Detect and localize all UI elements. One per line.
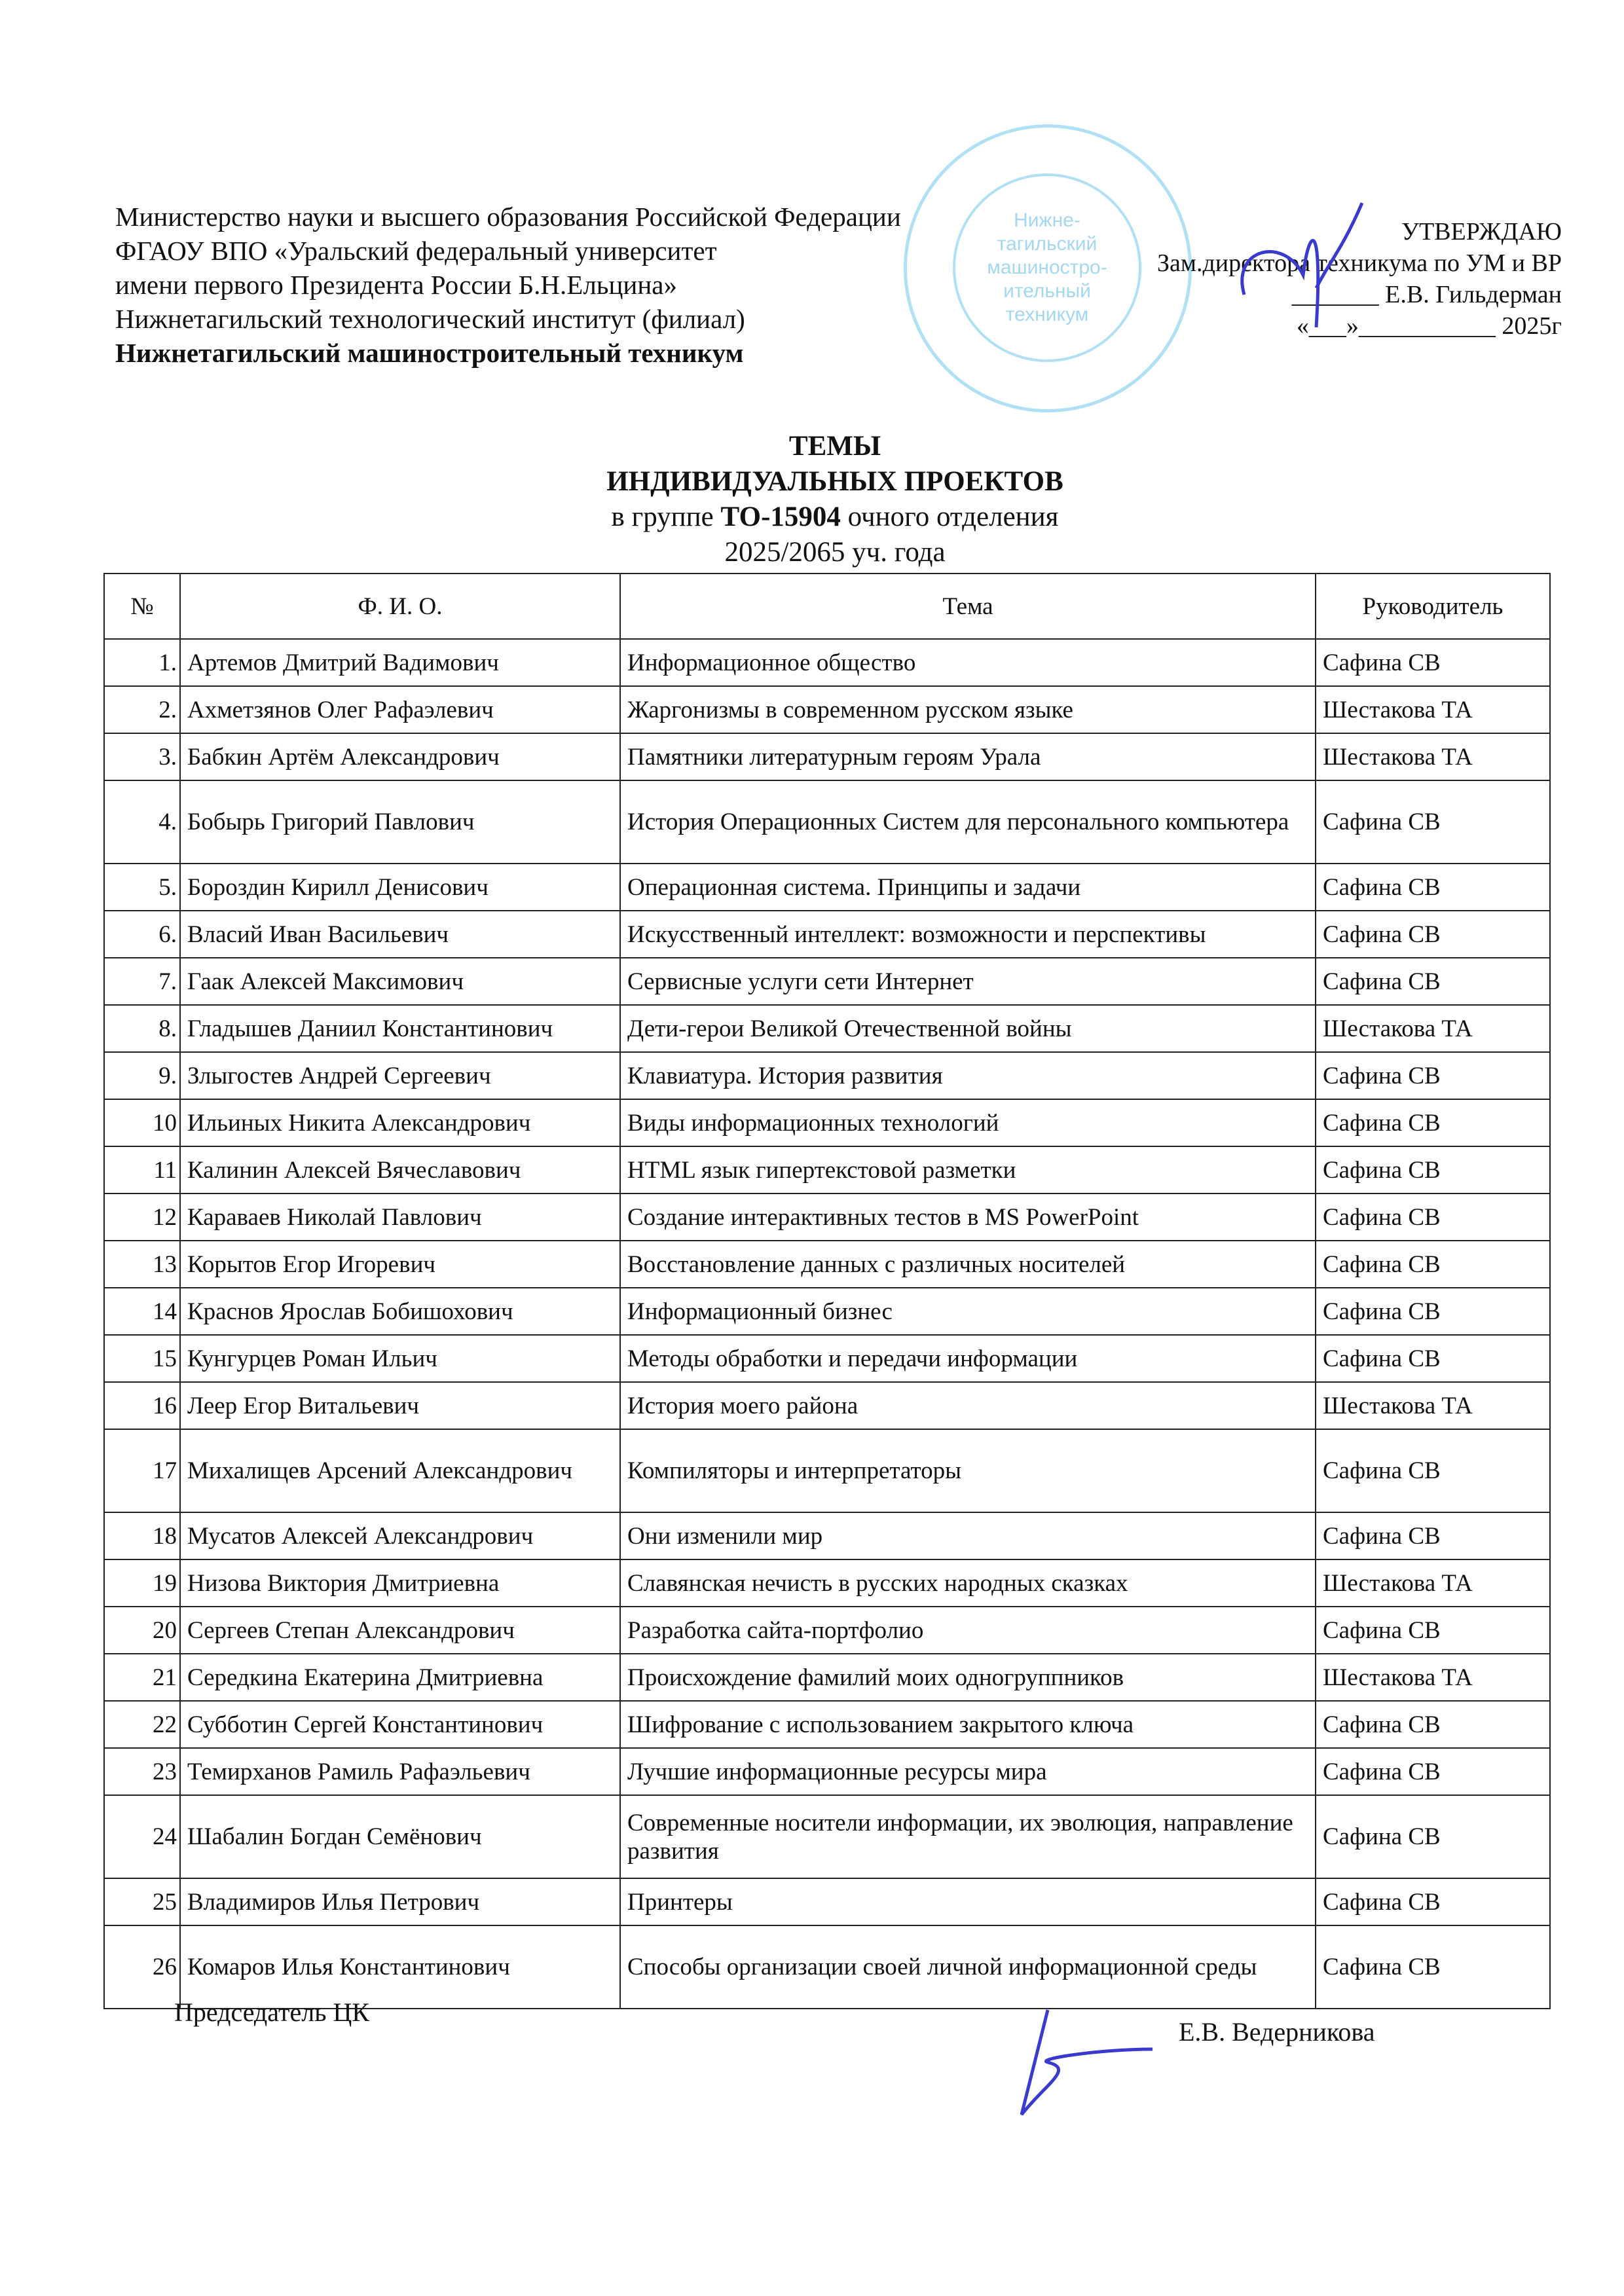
supervisor-name: Шестакова ТА [1316,1654,1550,1701]
col-fio: Ф. И. О. [180,574,620,639]
student-name: Бобырь Григорий Павлович [180,780,620,864]
table-row [104,1382,1550,1429]
student-name: Краснов Ярослав Бобишохович [180,1288,620,1335]
supervisor-name: Сафина СВ [1316,864,1550,911]
student-name: Ильиных Никита Александрович [180,1099,620,1146]
supervisor-name: Сафина СВ [1316,1194,1550,1241]
table-header-row [104,574,1550,639]
group-suffix: очного отделения [840,501,1059,532]
supervisor-name: Сафина СВ [1316,1512,1550,1559]
row-number: 1. [104,639,180,686]
project-topic: Клавиатура. История развития [620,1052,1316,1099]
table-row [104,1052,1550,1099]
student-name: Артемов Дмитрий Вадимович [180,639,620,686]
project-topic: Славянская нечисть в русских народных сказках [620,1559,1316,1607]
project-topic: Информационное общество [620,639,1316,686]
approve-date: «___»___________ 2025г [1296,312,1562,340]
table-row [104,1005,1550,1052]
supervisor-name: Сафина СВ [1316,1099,1550,1146]
supervisor-name: Сафина СВ [1316,1795,1550,1878]
supervisor-name: Шестакова ТА [1316,1382,1550,1429]
table-row [104,911,1550,958]
table-row [104,1194,1550,1241]
project-topic: Информационный бизнес [620,1288,1316,1335]
row-number: 25 [104,1878,180,1925]
row-number: 3. [104,733,180,780]
supervisor-name: Сафина СВ [1316,1925,1550,2009]
supervisor-name: Сафина СВ [1316,958,1550,1005]
stamp-text: Нижне- тагильский машиностро- ительный техникум [987,210,1107,325]
project-topic: Жаргонизмы в современном русском языке [620,686,1316,733]
approve-label: УТВЕРЖДАЮ [1401,218,1562,246]
row-number: 4. [104,780,180,864]
project-topic: Принтеры [620,1878,1316,1925]
supervisor-name: Сафина СВ [1316,1052,1550,1099]
table-row [104,1607,1550,1654]
supervisor-name: Шестакова ТА [1316,1559,1550,1607]
student-name: Бабкин Артём Александрович [180,733,620,780]
projects-table [103,573,1551,2009]
project-topic: Современные носители информации, их эволюция, направление развития [620,1795,1316,1878]
row-number: 20 [104,1607,180,1654]
row-number: 2. [104,686,180,733]
row-number: 14 [104,1288,180,1335]
organization-header [115,200,901,370]
group-prefix: в группе [611,501,721,532]
student-name: Калинин Алексей Вячеславович [180,1146,620,1194]
student-name: Ахметзянов Олег Рафаэлевич [180,686,620,733]
row-number: 6. [104,911,180,958]
project-topic: Сервисные услуги сети Интернет [620,958,1316,1005]
supervisor-name: Шестакова ТА [1316,733,1550,780]
student-name: Михалищев Арсений Александрович [180,1429,620,1512]
row-number: 9. [104,1052,180,1099]
table-row [104,1288,1550,1335]
supervisor-name: Сафина СВ [1316,1241,1550,1288]
row-number: 17 [104,1429,180,1512]
project-topic: Способы организации своей личной информационной среды [620,1925,1316,2009]
table-row [104,733,1550,780]
supervisor-name: Сафина СВ [1316,1288,1550,1335]
student-name: Гладышев Даниил Константинович [180,1005,620,1052]
chair-label: Председатель ЦК [174,1997,370,2027]
row-number: 23 [104,1748,180,1795]
supervisor-name: Сафина СВ [1316,1429,1550,1512]
supervisor-name: Сафина СВ [1316,911,1550,958]
project-topic: Восстановление данных с различных носителей [620,1241,1316,1288]
title-line-1: ТЕМЫ [788,431,881,462]
table-row [104,1429,1550,1512]
org-line: ФГАОУ ВПО «Уральский федеральный университет [115,236,717,266]
project-topic: Разработка сайта-портфолио [620,1607,1316,1654]
table-row [104,1701,1550,1748]
col-supervisor: Руководитель [1316,574,1550,639]
project-topic: Виды информационных технологий [620,1099,1316,1146]
org-name-bold: Нижнетагильский машиностроительный техникум [115,338,744,368]
table-row [104,1925,1550,2009]
row-number: 7. [104,958,180,1005]
table-row [104,1559,1550,1607]
row-number: 18 [104,1512,180,1559]
student-name: Власий Иван Васильевич [180,911,620,958]
row-number: 15 [104,1335,180,1382]
student-name: Низова Виктория Дмитриевна [180,1559,620,1607]
chair-signature [1008,2003,1166,2121]
row-number: 16 [104,1382,180,1429]
table-row [104,1878,1550,1925]
project-topic: Операционная система. Принципы и задачи [620,864,1316,911]
supervisor-name: Сафина СВ [1316,1748,1550,1795]
supervisor-name: Сафина СВ [1316,1878,1550,1925]
table-row [104,864,1550,911]
chair-name: Е.В. Ведерникова [1179,2017,1375,2047]
project-topic: История Операционных Систем для персонального компьютера [620,780,1316,864]
org-line: Нижнетагильский технологический институт (филиал) [115,304,745,334]
table-row [104,1512,1550,1559]
supervisor-name: Сафина СВ [1316,639,1550,686]
student-name: Владимиров Илья Петрович [180,1878,620,1925]
approver-name: _______ Е.В. Гильдерман [1291,281,1562,308]
table-row [104,780,1550,864]
academic-year: 2025/2065 уч. года [724,537,946,568]
student-name: Темирханов Рамиль Рафаэльевич [180,1748,620,1795]
table-row [104,1335,1550,1382]
table-row [104,1795,1550,1878]
org-line: имени первого Президента России Б.Н.Ельцина» [115,270,677,300]
table-row [104,1099,1550,1146]
row-number: 11 [104,1146,180,1194]
project-topic: Методы обработки и передачи информации [620,1335,1316,1382]
org-line: Министерство науки и высшего образования Российской Федерации [115,202,901,232]
student-name: Гаак Алексей Максимович [180,958,620,1005]
row-number: 26 [104,1925,180,2009]
supervisor-name: Сафина СВ [1316,1607,1550,1654]
table-row [104,686,1550,733]
project-topic: Происхождение фамилий моих одногруппников [620,1654,1316,1701]
project-topic: Компиляторы и интерпретаторы [620,1429,1316,1512]
project-topic: Памятники литературным героям Урала [620,733,1316,780]
supervisor-name: Сафина СВ [1316,1146,1550,1194]
row-number: 24 [104,1795,180,1878]
project-topic: Создание интерактивных тестов в MS PowerPoint [620,1194,1316,1241]
project-topic: Они изменили мир [620,1512,1316,1559]
table-row [104,1241,1550,1288]
supervisor-name: Шестакова ТА [1316,1005,1550,1052]
student-name: Середкина Екатерина Дмитриевна [180,1654,620,1701]
approver-position: Зам.директора техникума по УМ и ВР [1157,249,1562,277]
student-name: Корытов Егор Игоревич [180,1241,620,1288]
row-number: 5. [104,864,180,911]
row-number: 22 [104,1701,180,1748]
row-number: 10 [104,1099,180,1146]
row-number: 12 [104,1194,180,1241]
project-topic: Дети-герои Великой Отечественной войны [620,1005,1316,1052]
row-number: 13 [104,1241,180,1288]
student-name: Злыгостев Андрей Сергеевич [180,1052,620,1099]
project-topic: История моего района [620,1382,1316,1429]
group-code: ТО-15904 [720,501,841,532]
student-name: Караваев Николай Павлович [180,1194,620,1241]
project-topic: Шифрование с использованием закрытого ключа [620,1701,1316,1748]
table-row [104,1654,1550,1701]
group-line [0,500,1624,535]
table-row [104,1146,1550,1194]
row-number: 8. [104,1005,180,1052]
table-row [104,1748,1550,1795]
approver-signature [1231,196,1375,340]
project-topic: Лучшие информационные ресурсы мира [620,1748,1316,1795]
supervisor-name: Сафина СВ [1316,1701,1550,1748]
project-topic: Искусственный интеллект: возможности и перспективы [620,911,1316,958]
row-number: 21 [104,1654,180,1701]
student-name: Бороздин Кирилл Денисович [180,864,620,911]
student-name: Субботин Сергей Константинович [180,1701,620,1748]
project-topic: HTML язык гипертекстовой разметки [620,1146,1316,1194]
supervisor-name: Шестакова ТА [1316,686,1550,733]
table-row [104,958,1550,1005]
row-number: 19 [104,1559,180,1607]
student-name: Кунгурцев Роман Ильич [180,1335,620,1382]
student-name: Шабалин Богдан Семёнович [180,1795,620,1878]
table-row [104,639,1550,686]
student-name: Комаров Илья Константинович [180,1925,620,2009]
document-title [0,429,1624,570]
student-name: Мусатов Алексей Александрович [180,1512,620,1559]
official-stamp [904,124,1192,412]
supervisor-name: Сафина СВ [1316,780,1550,864]
title-line-2: ИНДИВИДУАЛЬНЫХ ПРОЕКТОВ [606,466,1063,497]
col-topic: Тема [620,574,1316,639]
student-name: Сергеев Степан Александрович [180,1607,620,1654]
student-name: Леер Егор Витальевич [180,1382,620,1429]
col-number: № [104,574,180,639]
supervisor-name: Сафина СВ [1316,1335,1550,1382]
